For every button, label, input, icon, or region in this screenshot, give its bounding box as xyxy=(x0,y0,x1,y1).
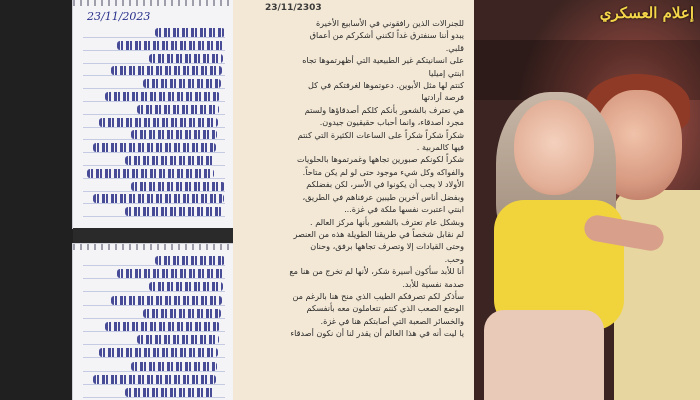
handwriting-line xyxy=(125,388,215,397)
handwriting-line xyxy=(111,66,222,75)
handwriting-line xyxy=(125,207,223,216)
handwriting-line xyxy=(149,282,223,291)
ruled-line xyxy=(83,278,225,279)
ruled-line xyxy=(83,191,225,192)
handwriting-line xyxy=(117,269,224,278)
letter-date: 23/11/2303 xyxy=(265,3,322,13)
handwritten-letter-page-2 xyxy=(73,244,233,400)
ruled-line xyxy=(83,371,225,372)
handwriting-line xyxy=(87,169,214,178)
handwriting-line xyxy=(117,41,224,50)
ruled-line xyxy=(83,291,225,292)
ruled-line xyxy=(83,265,225,266)
left-margin xyxy=(0,0,73,400)
handwriting-line xyxy=(93,194,224,203)
ruled-line xyxy=(83,397,225,398)
handwritten-letter-page-1 xyxy=(73,0,233,228)
handwriting-line xyxy=(99,118,218,127)
handwritten-date: 23/11/2023 xyxy=(87,10,151,23)
ruled-line xyxy=(83,127,225,128)
ruled-line xyxy=(83,318,225,319)
channel-logo: إعلام العسكري xyxy=(599,4,694,22)
hostage-photo xyxy=(474,0,700,400)
handwriting-line xyxy=(149,54,223,63)
handwriting-line xyxy=(137,105,219,114)
girl-legs xyxy=(484,310,604,400)
ruled-line xyxy=(83,178,225,179)
notebook-spiral xyxy=(73,244,233,250)
translated-letter-panel xyxy=(233,0,474,400)
ruled-line xyxy=(83,305,225,306)
ruled-line xyxy=(83,165,225,166)
handwriting-line xyxy=(125,156,215,165)
ruled-line xyxy=(83,101,225,102)
ruled-line xyxy=(83,37,225,38)
letter-body: للجنرالات الذين رافقوني في الأسابيع الأخيرة يبدو أننا سنفترق غداً لكنني أشكركم من أعماق قلبي. على انسانيتكم غير الطبيعية التي أظهرتموها تجاه ابنتي إميليا كنتم لها مثل الأبوين. دعوتموها لغرفتكم في كل فرصة أرادتها هي تعترف بالشعور بأنكم كلكم أصدقاؤها ولستم مجرد أصدقاء، وانما أحباب حقيقيون جيدون. شكراً شكراً شكراً على الساعات الكثيرة التي كنتم فيها كالمربية . شكراً لكونكم صبورين تجاهها وغمرتموها بالحلويات والفواكه وكل شيء موجود حتى لو لم يكن متاحاً. الأولاد لا يجب أن يكونوا في الأسر، لكن بفضلكم وبفضل أناس آخرين طيبين عرفناهم في الطريق، ابنتي اعتبرت نفسها ملكة في غزة... وبشكل عام تعترف بالشعور بأنها مركز العالم . لم نقابل شخصاً في طريقنا الطويلة هذه من العنصر وحتى القيادات إلا وتصرف تجاهها برفق، وحنان وحب. أنا للأبد سأكون أسيرة شكر، لأنها لم تخرج من هنا مع صدمة نفسية للأبد. سأذكر لكم تصرفكم الطيب الذي منح هنا بالرغم من الوضع الصعب الذي كنتم تتعاملون معه بأنفسكم والخسائر الصعبة التي أصابتكم هنا في غزة. يا ليت أنه في هذا العالم أن يقدر لنا أن نكون أصدقاء xyxy=(289,18,464,339)
handwriting-line xyxy=(155,28,225,37)
ruled-line xyxy=(83,344,225,345)
ruled-line xyxy=(83,114,225,115)
handwriting-line xyxy=(131,130,217,139)
notebook-spiral xyxy=(73,0,233,6)
ruled-line xyxy=(83,357,225,358)
handwriting-line xyxy=(131,362,217,371)
handwriting-line xyxy=(105,322,220,331)
handwriting-line xyxy=(111,296,222,305)
girl-face xyxy=(514,100,594,195)
ruled-line xyxy=(83,63,225,64)
handwriting-line xyxy=(105,92,220,101)
handwriting-line xyxy=(131,182,225,191)
ruled-line xyxy=(83,203,225,204)
handwriting-line xyxy=(143,79,221,88)
handwriting-line xyxy=(99,348,218,357)
ruled-line xyxy=(83,384,225,385)
ruled-line xyxy=(83,88,225,89)
ruled-line xyxy=(83,331,225,332)
ruled-line xyxy=(83,216,225,217)
ruled-line xyxy=(83,50,225,51)
ruled-line xyxy=(83,139,225,140)
handwriting-line xyxy=(137,335,219,344)
ruled-line xyxy=(83,152,225,153)
handwriting-line xyxy=(155,256,225,265)
handwriting-line xyxy=(143,309,221,318)
ruled-line xyxy=(83,75,225,76)
handwriting-line xyxy=(93,143,216,152)
page-gap xyxy=(73,228,233,244)
handwriting-line xyxy=(93,375,216,384)
